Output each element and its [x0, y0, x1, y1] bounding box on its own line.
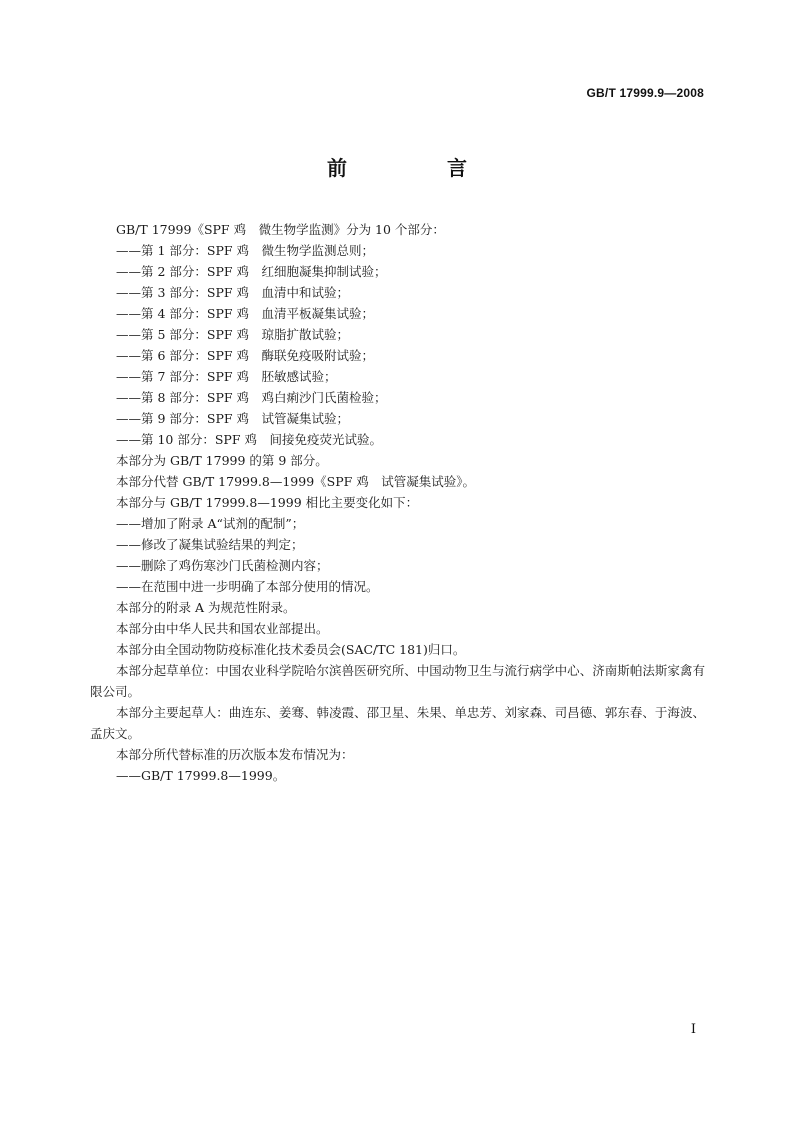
- list-item: ——第 6 部分：SPF 鸡 酶联免疫吸附试验；: [116, 348, 375, 363]
- list-item: ——在范围中进一步明确了本部分使用的情况。: [116, 579, 379, 594]
- page-title: 前 言: [327, 156, 507, 180]
- paragraph: 本部分代替 GB/T 17999.8—1999《SPF 鸡 试管凝集试验》。: [116, 474, 476, 489]
- list-item: ——第 10 部分：SPF 鸡 间接免疫荧光试验。: [116, 432, 382, 447]
- list-item: ——第 2 部分：SPF 鸡 红细胞凝集抑制试验；: [116, 264, 387, 279]
- list-item: ——第 4 部分：SPF 鸡 血清平板凝集试验；: [116, 306, 375, 321]
- paragraph: GB/T 17999《SPF 鸡 微生物学监测》分为 10 个部分：: [116, 222, 445, 237]
- paragraph: 本部分所代替标准的历次版本发布情况为：: [116, 747, 354, 762]
- foreword-body: [90, 219, 705, 786]
- paragraph: 本部分由中华人民共和国农业部提出。: [116, 621, 329, 636]
- list-item: ——修改了凝集试验结果的判定；: [116, 537, 304, 552]
- list-item: ——第 5 部分：SPF 鸡 琼脂扩散试验；: [116, 327, 350, 342]
- paragraph: 本部分主要起草人：曲连东、姜骞、韩凌霞、邵卫星、朱果、单忠芳、刘家森、司昌德、郭东春、于海波、孟庆文。: [90, 705, 705, 741]
- paragraph: 本部分为 GB/T 17999 的第 9 部分。: [116, 453, 328, 468]
- list-item: ——GB/T 17999.8—1999。: [116, 768, 286, 783]
- list-item: ——第 8 部分：SPF 鸡 鸡白痢沙门氏菌检验；: [116, 390, 387, 405]
- paragraph: 本部分与 GB/T 17999.8—1999 相比主要变化如下：: [116, 495, 419, 510]
- page-number: I: [690, 1022, 696, 1037]
- list-item: ——第 3 部分：SPF 鸡 血清中和试验；: [116, 285, 350, 300]
- list-item: ——第 1 部分：SPF 鸡 微生物学监测总则；: [116, 243, 375, 258]
- paragraph: 本部分由全国动物防疫标准化技术委员会(SAC/TC 181)归口。: [116, 642, 466, 657]
- list-item: ——第 9 部分：SPF 鸡 试管凝集试验；: [116, 411, 350, 426]
- list-item: ——增加了附录 A“试剂的配制”；: [116, 516, 305, 531]
- paragraph: 本部分的附录 A 为规范性附录。: [116, 600, 296, 615]
- paragraph: 本部分起草单位：中国农业科学院哈尔滨兽医研究所、中国动物卫生与流行病学中心、济南斯帕法斯家禽有限公司。: [90, 663, 705, 699]
- list-item: ——第 7 部分：SPF 鸡 胚敏感试验；: [116, 369, 337, 384]
- standard-code: GB/T 17999.9—2008: [586, 86, 704, 100]
- list-item: ——删除了鸡伤寒沙门氏菌检测内容；: [116, 558, 329, 573]
